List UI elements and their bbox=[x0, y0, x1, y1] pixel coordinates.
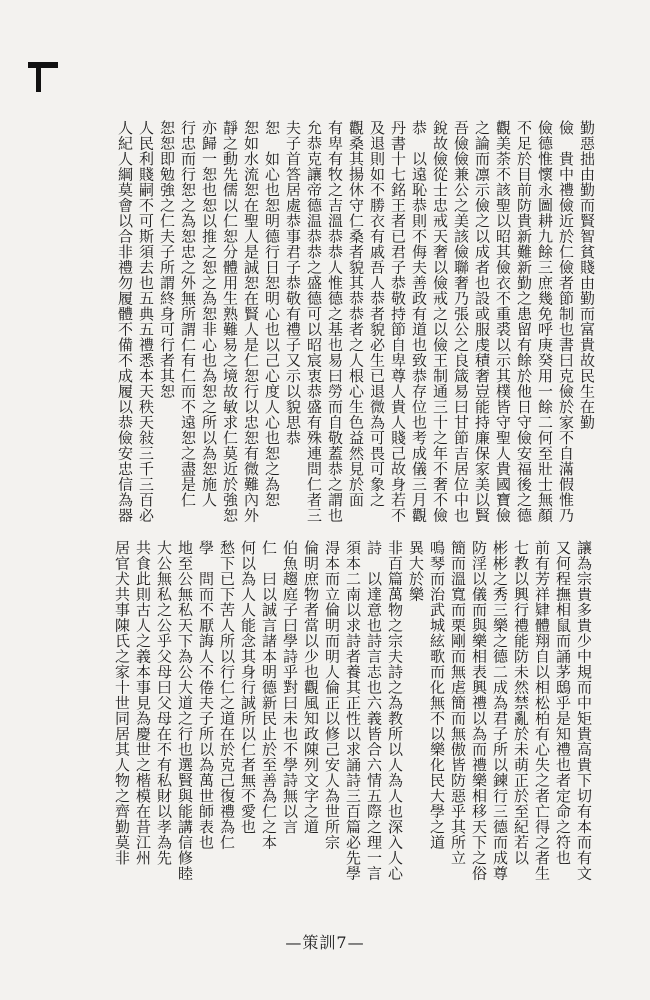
text-column: 何以為人人能念其身行誠所以仁者無不愛也 bbox=[239, 540, 257, 835]
text-column: 居官犬共事陳氏之家十世同居其人物之齊勤莫非 bbox=[113, 540, 131, 866]
text-column: 愁下已下苦人所以行仁之道在於克己復禮為仁 bbox=[218, 540, 236, 850]
text-column: 共食此則古人之義本事見為慶世之楷模在昔江州 bbox=[134, 540, 152, 866]
text-column: 伯魚趨庭子曰學詩乎對曰未也不學詩無以言 bbox=[281, 540, 299, 835]
scan-corner-mark bbox=[28, 62, 58, 68]
text-column: 前有芳祥肄體翔自以相松柏有心失之者亡得之者生 bbox=[533, 540, 551, 881]
text-column: 簡而溫寬而栗剛而無虐簡而無傲皆防惡乎其所立 bbox=[449, 540, 467, 866]
text-column: 讓為宗貴多貴少中規而中矩貴高貴下切有本而有文 bbox=[575, 540, 593, 881]
text-column: 之論而凛示儉之以成者也設或服虔積奢豈能持廉保家美以賢 bbox=[473, 120, 491, 523]
text-column: 行忠而行恕之為恕忠之外無所謂仁有仁而不遠恕之盡是仁 bbox=[179, 120, 197, 508]
text-column: 異大於樂 bbox=[407, 540, 425, 602]
lower-text-block bbox=[111, 540, 594, 895]
page-number-footer: —策訓7— bbox=[285, 933, 365, 952]
text-column: 須本二南以求詩者養其正性以求誦詩三百篇必先學 bbox=[344, 540, 362, 881]
text-column: 吾儉儉兼公之美該儉聯奢乃張公之良箴易曰甘節吉居位中也 bbox=[452, 120, 470, 523]
text-column: 儉德惟懷永圖耕九餘三庶幾免呼庚癸用一餘二何至壯士無顏 bbox=[536, 120, 554, 523]
text-column: 銳故儉從士忠戒天奢以儉戒之以儉王制通三十之年不奢不儉 bbox=[431, 120, 449, 523]
text-column: 人紀人綱莫會以合非禮勿履體不備不成履以恭儉安忠信為器 bbox=[116, 120, 134, 523]
text-column: 觀美荼不該聖以昭其儉衣不重裘以示其樸皆守聖人貴國寶儉 bbox=[494, 120, 512, 523]
text-column: 恭 以遠恥恭則不侮夫善政有道也致恭存位也考成儀三月觀 bbox=[410, 120, 428, 523]
text-column: 又何程撫相鼠而誦茅鴟乎是知禮也者定命之符也 bbox=[554, 540, 572, 866]
text-column: 倫明庶物者當以少也觀風知政陳列文字之道 bbox=[302, 540, 320, 835]
text-column: 恕如水流恕在聖人是誠恕在賢人是仁恕行以忠恕有微難內外 bbox=[242, 120, 260, 523]
text-column: 不足於目前防貴新難新勤之患留有餘於他日守儉安福後之德 bbox=[515, 120, 533, 523]
text-column: 鳴琴而治武城絃歌而化無不以樂化民大學之道 bbox=[428, 540, 446, 850]
text-column: 淂本而立倫明而明人倫正以修己安人為世所宗 bbox=[323, 540, 341, 850]
text-column: 夫子首答居處恭事君子恭敬有禮子又示以貌思恭 bbox=[284, 120, 302, 446]
upper-text-block bbox=[114, 120, 597, 530]
text-column: 允恭克讓帝德温恭恭之盛德可以昭宸衷恭盛有殊連問仁者三 bbox=[305, 120, 323, 523]
text-column: 七教以興行禮能防未然禁亂於未萌正於至紀若以 bbox=[512, 540, 530, 866]
text-column: 詩 以達意也詩言志也六義皆合六情五際之理一言 bbox=[365, 540, 383, 881]
text-column: 勤惡拙由勤而賢智貧賤由勤而富貴故民生在勤 bbox=[578, 120, 596, 430]
text-column: 地至公無私天下為公大道之行也選賢與能講信修睦 bbox=[176, 540, 194, 881]
text-column: 防淫以儀而與樂相表興禮以為而禮樂相移天下之俗 bbox=[470, 540, 488, 881]
text-column: 亦歸一恕也恕以推之恕之為恕非心也為恕之所以為恕施人 bbox=[200, 120, 218, 508]
text-column: 恕恕即勉強之仁夫子所謂終身可行者其恕 bbox=[158, 120, 176, 399]
text-column: 觀桑其揚休守仁桑者貌其恭恭者之人根心生色益然見於面 bbox=[347, 120, 365, 508]
text-column: 丹書十七銘王者已君子恭敬持節自卑尊人貴人賤己故身若不 bbox=[389, 120, 407, 523]
text-column: 儉 貴中禮儉近於仁儉者節制也書曰克儉於家不自滿假惟乃 bbox=[557, 120, 575, 523]
text-column: 學 問而不厭誨人不倦夫子所以為萬世師表也 bbox=[197, 540, 215, 850]
text-column: 有卑有牧之吉溫恭恭人惟德之基也易曰勞而自敬蓋恭之謂也 bbox=[326, 120, 344, 523]
text-column: 仁 曰以誠言諸本明德新民止於至善為仁之本 bbox=[260, 540, 278, 850]
text-column: 恕 如心也恕明德行日恕明心也以己心度人心也恕之為恕 bbox=[263, 120, 281, 508]
text-column: 靜之動先儒以仁恕分體用生熟難易之境故敏求仁莫近於強恕 bbox=[221, 120, 239, 523]
text-column: 及退則如不勝衣有戚吾人恭者貌必生已退微為可畏可象之 bbox=[368, 120, 386, 508]
text-column: 彬彬之秀三樂之德二成為君子所以鍊行三德而成尊 bbox=[491, 540, 509, 881]
text-column: 大公無私之公乎父母曰父母在不有私財以孝為先 bbox=[155, 540, 173, 866]
scan-corner-mark bbox=[36, 62, 41, 92]
text-column: 非百篇萬物之宗夫詩之為教所以人為人也深入人心 bbox=[386, 540, 404, 881]
text-column: 人民利賤嗣不可斯須去也五典五禮悉本天秩天敍三千三百必 bbox=[137, 120, 155, 523]
